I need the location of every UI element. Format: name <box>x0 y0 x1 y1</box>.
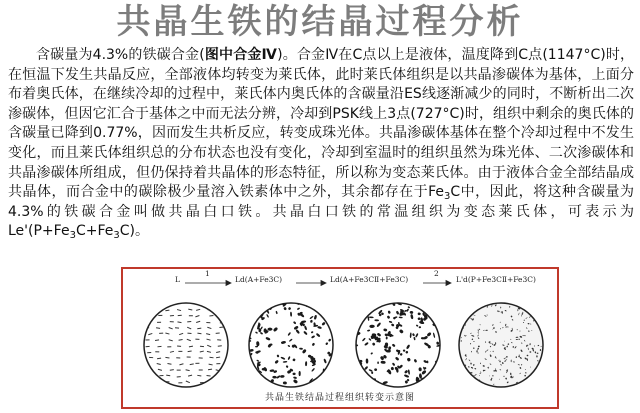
ledeburite-secondary-circle <box>355 300 443 389</box>
ledeburite-structure-circle <box>247 301 334 388</box>
step-ld-label: Ld(A+Fe3C) <box>235 275 283 284</box>
arrow-1-label: 1 <box>205 269 210 278</box>
step-liquid-label: L <box>175 275 180 284</box>
alloy-reference: 图中合金Ⅳ <box>204 47 278 63</box>
page-title: 共晶生铁的结晶过程分析 <box>116 2 524 42</box>
subscript: 3 <box>113 230 120 242</box>
para-text-4: C+Fe <box>75 223 114 240</box>
subscript: 3 <box>69 230 76 242</box>
step-transformed-label: L'd(P+Fe3CⅡ+Fe3C) <box>456 275 536 284</box>
liquid-structure-circle <box>144 303 234 387</box>
microstructure-figure <box>121 267 559 409</box>
description-paragraph <box>8 46 634 242</box>
transformed-ledeburite-circle <box>458 303 544 388</box>
subscript: 3 <box>444 191 451 203</box>
para-text-5: C)。 <box>119 223 149 240</box>
figure-drawing <box>123 269 557 407</box>
step-ld-secondary-label: Ld(A+Fe3CⅡ+Fe3C) <box>330 275 409 284</box>
arrow-2-label: 2 <box>434 269 439 278</box>
para-text-3: C中，因此，将这种含碳量为4.3%的铁碳合金叫做共晶白口铁。共晶白口铁的常温组织为变态莱氏体，可表示为Le'(P+Fe <box>8 184 635 240</box>
figure-caption: 共晶生铁结晶过程组织转变示意图 <box>264 393 415 403</box>
para-text-2: )。合金Ⅳ在C点以上是液体，温度降到C点(1147°C)时，在恒温下发生共晶反应，全部液体均转变为莱氏体，此时莱氏体组织是以共晶渗碳体为基体，上面分布着奥氏体，在继续冷却的过程中，莱氏体内奥氏体的含碳量沿ES线逐渐减少的同时，不断析出二次渗碳体，但因它汇合于基体之中而无法分辨，冷却到PSK线上3点(727°C)时，组织中剩余的奥氏体的含碳量已降到0.77%，因而发生共析反应，转变成珠光体。共晶渗碳体基体在整个冷却过程中不发生变化，而且莱氏体组织总的分布状态也没有变化，冷却到室温时的组织虽然为珠光体、二次渗碳体和共晶渗碳体所组成，但仍保持着共晶体的形态特征，所以称为变态莱氏体。由于液体合金全部结晶成共晶体，而合金中的碳除极少量溶入铁素体中之外，其余都存在于Fe <box>8 47 635 201</box>
para-text-1: 含碳量为4.3%的铁碳合金( <box>36 47 205 63</box>
